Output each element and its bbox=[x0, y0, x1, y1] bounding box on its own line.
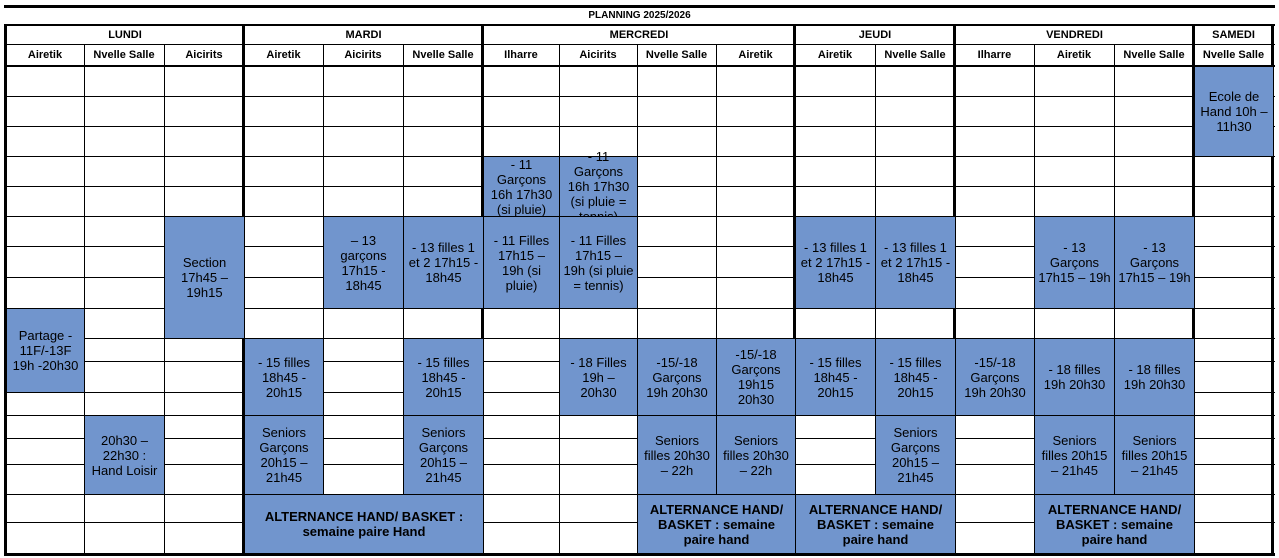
session-mercredi-aicirits-11-garcons: - 11 Garçons 16h 17h30 (si pluie = bbox=[560, 157, 637, 216]
session-mercredi-alternance: ALTERNANCE HAND/ BASKET : semaine paire hand bbox=[638, 495, 795, 553]
planning-title: PLANNING 2025/2026 bbox=[588, 10, 691, 21]
session-mercredi-aicirits-18-filles: - 18 Filles 19h – 20h30 bbox=[560, 339, 637, 415]
room-header: Aicirits bbox=[185, 49, 223, 61]
session-mardi-nvelle-13-filles: - 13 filles 1 et 2 17h15 - 18h45 bbox=[404, 217, 483, 308]
session-vendredi-airetik-seniors-filles: Seniors filles 20h15 – 21h45 bbox=[1035, 416, 1114, 494]
room-header: Nvelle Salle bbox=[1123, 49, 1185, 61]
session-jeudi-alternance: ALTERNANCE HAND/ BASKET : semaine paire hand bbox=[796, 495, 955, 553]
session-mardi-alternance: ALTERNANCE HAND/ BASKET : semaine paire Hand bbox=[245, 495, 483, 553]
day-header-lundi: LUNDI bbox=[108, 29, 142, 41]
session-vendredi-nvelle-13-garcons: - 13 Garçons 17h15 – 19h bbox=[1115, 217, 1194, 308]
session-jeudi-nvelle-13-filles: - 13 filles 1 et 2 17h15 - 18h45 bbox=[876, 217, 955, 308]
day-header-vendredi: VENDREDI bbox=[1046, 29, 1103, 41]
day-header-mardi: MARDI bbox=[345, 29, 382, 41]
session-mardi-airetik-seniors-garcons: Seniors Garçons 20h15 – 21h45 bbox=[245, 416, 323, 494]
session-mardi-aicirits-13-garcons: – 13 garçons 17h15 - 18h45 bbox=[324, 217, 403, 308]
session-mercredi-ilharre-11-filles: - 11 Filles 17h15 – 19h (si pluie) bbox=[484, 217, 559, 308]
session-mardi-airetik-15-filles: - 15 filles 18h45 - 20h15 bbox=[245, 339, 323, 415]
day-header-mercredi: MERCREDI bbox=[609, 29, 669, 41]
session-vendredi-nvelle-seniors-filles: Seniors filles 20h15 – 21h45 bbox=[1115, 416, 1194, 494]
room-header: Ilharre bbox=[504, 49, 538, 61]
room-header: Airetik bbox=[817, 49, 853, 61]
room-header: Airetik bbox=[266, 49, 301, 61]
room-header: Airetik bbox=[27, 49, 63, 61]
table-border-bottom bbox=[4, 553, 1275, 556]
row-divider bbox=[4, 186, 1275, 187]
session-vendredi-airetik-13-garcons: - 13 Garçons 17h15 – 19h bbox=[1035, 217, 1114, 308]
session-mercredi-airetik-seniors-filles: Seniors filles 20h30 – 22h bbox=[717, 416, 795, 494]
room-header-divider bbox=[4, 65, 1275, 67]
room-header: Aicirits bbox=[344, 49, 382, 61]
session-vendredi-airetik-18-filles: - 18 filles 19h 20h30 bbox=[1035, 339, 1114, 415]
day-header-samedi: SAMEDI bbox=[1212, 29, 1255, 41]
session-jeudi-airetik-13-filles: - 13 filles 1 et 2 17h15 - 18h45 bbox=[796, 217, 875, 308]
row-divider bbox=[4, 126, 1275, 127]
session-vendredi-ilharre-15-18-garcons: -15/-18 Garçons 19h 20h30 bbox=[956, 339, 1034, 415]
session-mercredi-ilharre-11-garcons: - 11 Garçons 16h 17h30 (si pluie) bbox=[484, 157, 559, 216]
session-lundi-airetik-partage: Partage - 11F/-13F 19h -20h30 bbox=[7, 309, 84, 392]
session-mercredi-airetik-15-18-garcons: -15/-18 Garçons 19h15 20h30 bbox=[717, 339, 795, 415]
session-vendredi-alternance: ALTERNANCE HAND/ BASKET : semaine paire hand bbox=[1035, 495, 1194, 553]
room-header: Nvelle Salle bbox=[884, 49, 946, 61]
room-header: Airetik bbox=[1056, 49, 1092, 61]
room-header: Aicirits bbox=[579, 49, 617, 61]
session-mardi-nvelle-seniors-garcons: Seniors Garçons 20h15 – 21h45 bbox=[404, 416, 483, 494]
room-header: Nvelle Salle bbox=[645, 49, 708, 61]
session-mardi-nvelle-15-filles: - 15 filles 18h45 - 20h15 bbox=[404, 339, 483, 415]
session-mercredi-nvelle-15-18-garcons: -15/-18 Garçons 19h 20h30 bbox=[638, 339, 716, 415]
room-header: Nvelle Salle bbox=[93, 49, 155, 61]
session-jeudi-airetik-15-filles: - 15 filles 18h45 - 20h15 bbox=[796, 339, 875, 415]
day-separator bbox=[4, 24, 7, 555]
session-jeudi-nvelle-seniors-garcons: Seniors Garçons 20h15 – 21h45 bbox=[876, 416, 955, 494]
row-divider bbox=[4, 156, 1275, 157]
room-header: Airetik bbox=[738, 49, 773, 61]
room-header: Ilharre bbox=[977, 49, 1012, 61]
session-vendredi-nvelle-18-filles: - 18 filles 19h 20h30 bbox=[1115, 339, 1194, 415]
day-header-jeudi: JEUDI bbox=[858, 29, 892, 41]
session-lundi-aicirits-section: Section 17h45 – 19h15 bbox=[165, 217, 244, 338]
session-mercredi-nvelle-seniors-filles: Seniors filles 20h30 – 22h bbox=[638, 416, 716, 494]
row-divider bbox=[4, 96, 1275, 97]
session-mercredi-aicirits-11-filles: - 11 Filles 17h15 – 19h (si pluie = tennis) bbox=[560, 217, 637, 308]
session-samedi-ecole-hand: Ecole de Hand 10h – 11h30 bbox=[1195, 67, 1273, 156]
session-lundi-nvelle-hand-loisir: 20h30 – 22h30 : Hand Loisir bbox=[85, 416, 164, 494]
session-jeudi-nvelle-15-filles: - 15 filles 18h45 - 20h15 bbox=[876, 339, 955, 415]
room-header: Nvelle Salle bbox=[412, 49, 474, 61]
room-header: Nvelle Salle bbox=[1202, 49, 1265, 61]
